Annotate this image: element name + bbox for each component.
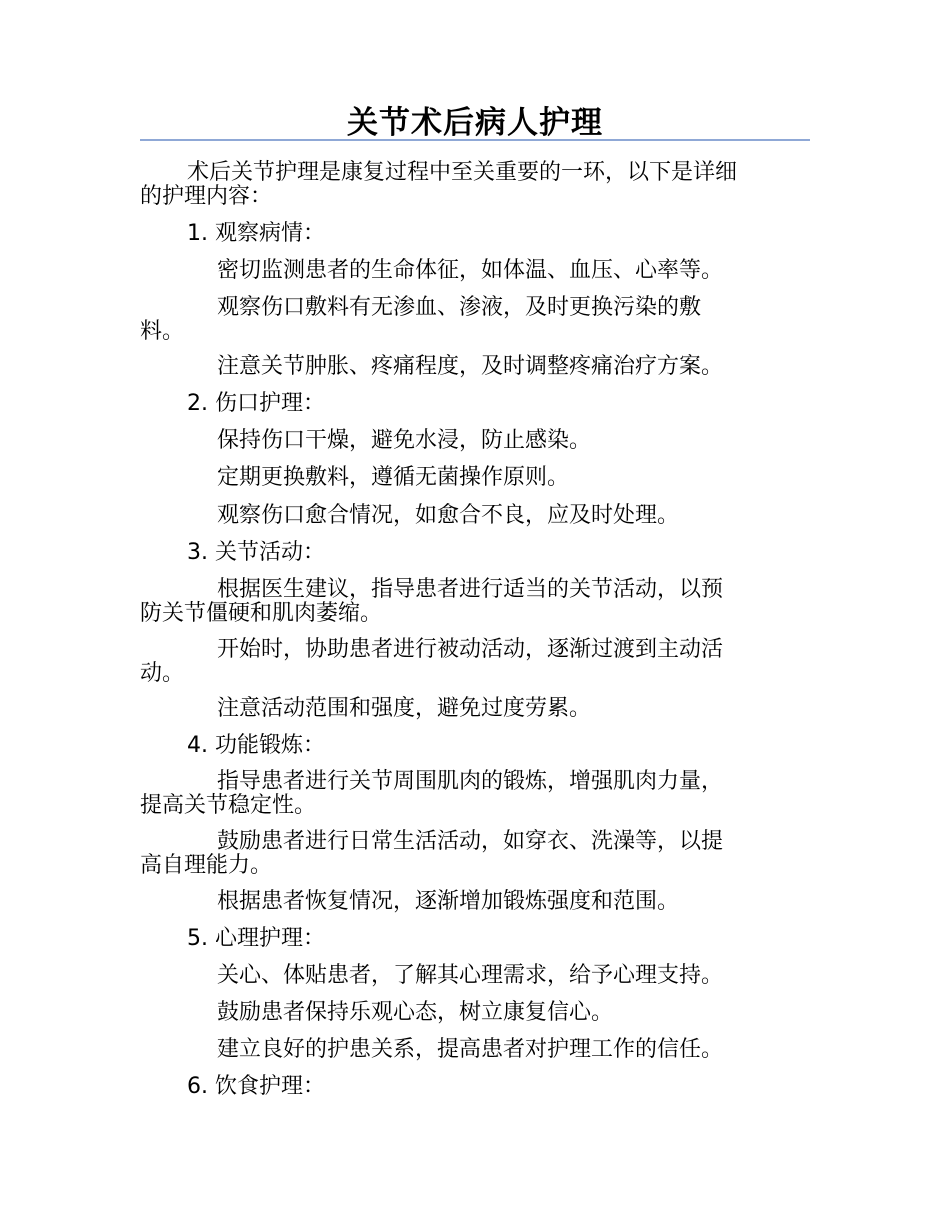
section-2-item-1: 保持伤口干燥，避免水浸，防止感染。 [217,428,592,453]
section-1-item-1: 密切监测患者的生命体征，如体温、血压、心率等。 [217,258,724,283]
section-3-item-3: 注意活动范围和强度，避免过度劳累。 [217,696,592,721]
section-3-item-1-line-1: 根据医生建议，指导患者进行适当的关节活动，以预 [217,577,724,602]
section-heading-2: 2. 伤口护理： [187,391,325,416]
section-2-item-2: 定期更换敷料，遵循无菌操作原则。 [217,465,570,490]
intro-line-1: 术后关节护理是康复过程中至关重要的一环，以下是详细 [187,160,738,185]
section-1-item-2-line-2: 料。 [140,319,185,344]
section-5-item-2: 鼓励患者保持乐观心态，树立康复信心。 [217,1000,614,1025]
section-5-item-3: 建立良好的护患关系，提高患者对护理工作的信任。 [217,1037,724,1062]
section-3-item-2-line-2: 动。 [140,661,185,686]
section-4-item-1-line-2: 提高关节稳定性。 [140,793,317,818]
section-4-item-2-line-1: 鼓励患者进行日常生活活动，如穿衣、洗澡等，以提 [217,829,724,854]
intro-line-2: 的护理内容： [140,184,273,209]
document-title: 关节术后病人护理 [347,105,603,141]
section-heading-1: 1. 观察病情： [187,221,325,246]
section-3-item-1-line-2: 防关节僵硬和肌肉萎缩。 [140,601,383,626]
section-1-item-2-line-1: 观察伤口敷料有无渗血、渗液，及时更换污染的敷 [217,295,702,320]
section-heading-3: 3. 关节活动： [187,540,325,565]
section-heading-6: 6. 饮食护理： [187,1074,325,1099]
title-underline [140,139,810,141]
section-5-item-1: 关心、体贴患者，了解其心理需求，给予心理支持。 [217,963,724,988]
section-4-item-1-line-1: 指导患者进行关节周围肌肉的锻炼，增强肌肉力量， [217,769,724,794]
section-heading-5: 5. 心理护理： [187,926,325,951]
section-heading-4: 4. 功能锻炼： [187,733,325,758]
section-4-item-2-line-2: 高自理能力。 [140,853,273,878]
section-1-item-3: 注意关节肿胀、疼痛程度，及时调整疼痛治疗方案。 [217,354,724,379]
section-3-item-2-line-1: 开始时，协助患者进行被动活动，逐渐过渡到主动活 [217,637,724,662]
section-4-item-3: 根据患者恢复情况，逐渐增加锻炼强度和范围。 [217,889,680,914]
section-2-item-3: 观察伤口愈合情况，如愈合不良，应及时处理。 [217,503,680,528]
